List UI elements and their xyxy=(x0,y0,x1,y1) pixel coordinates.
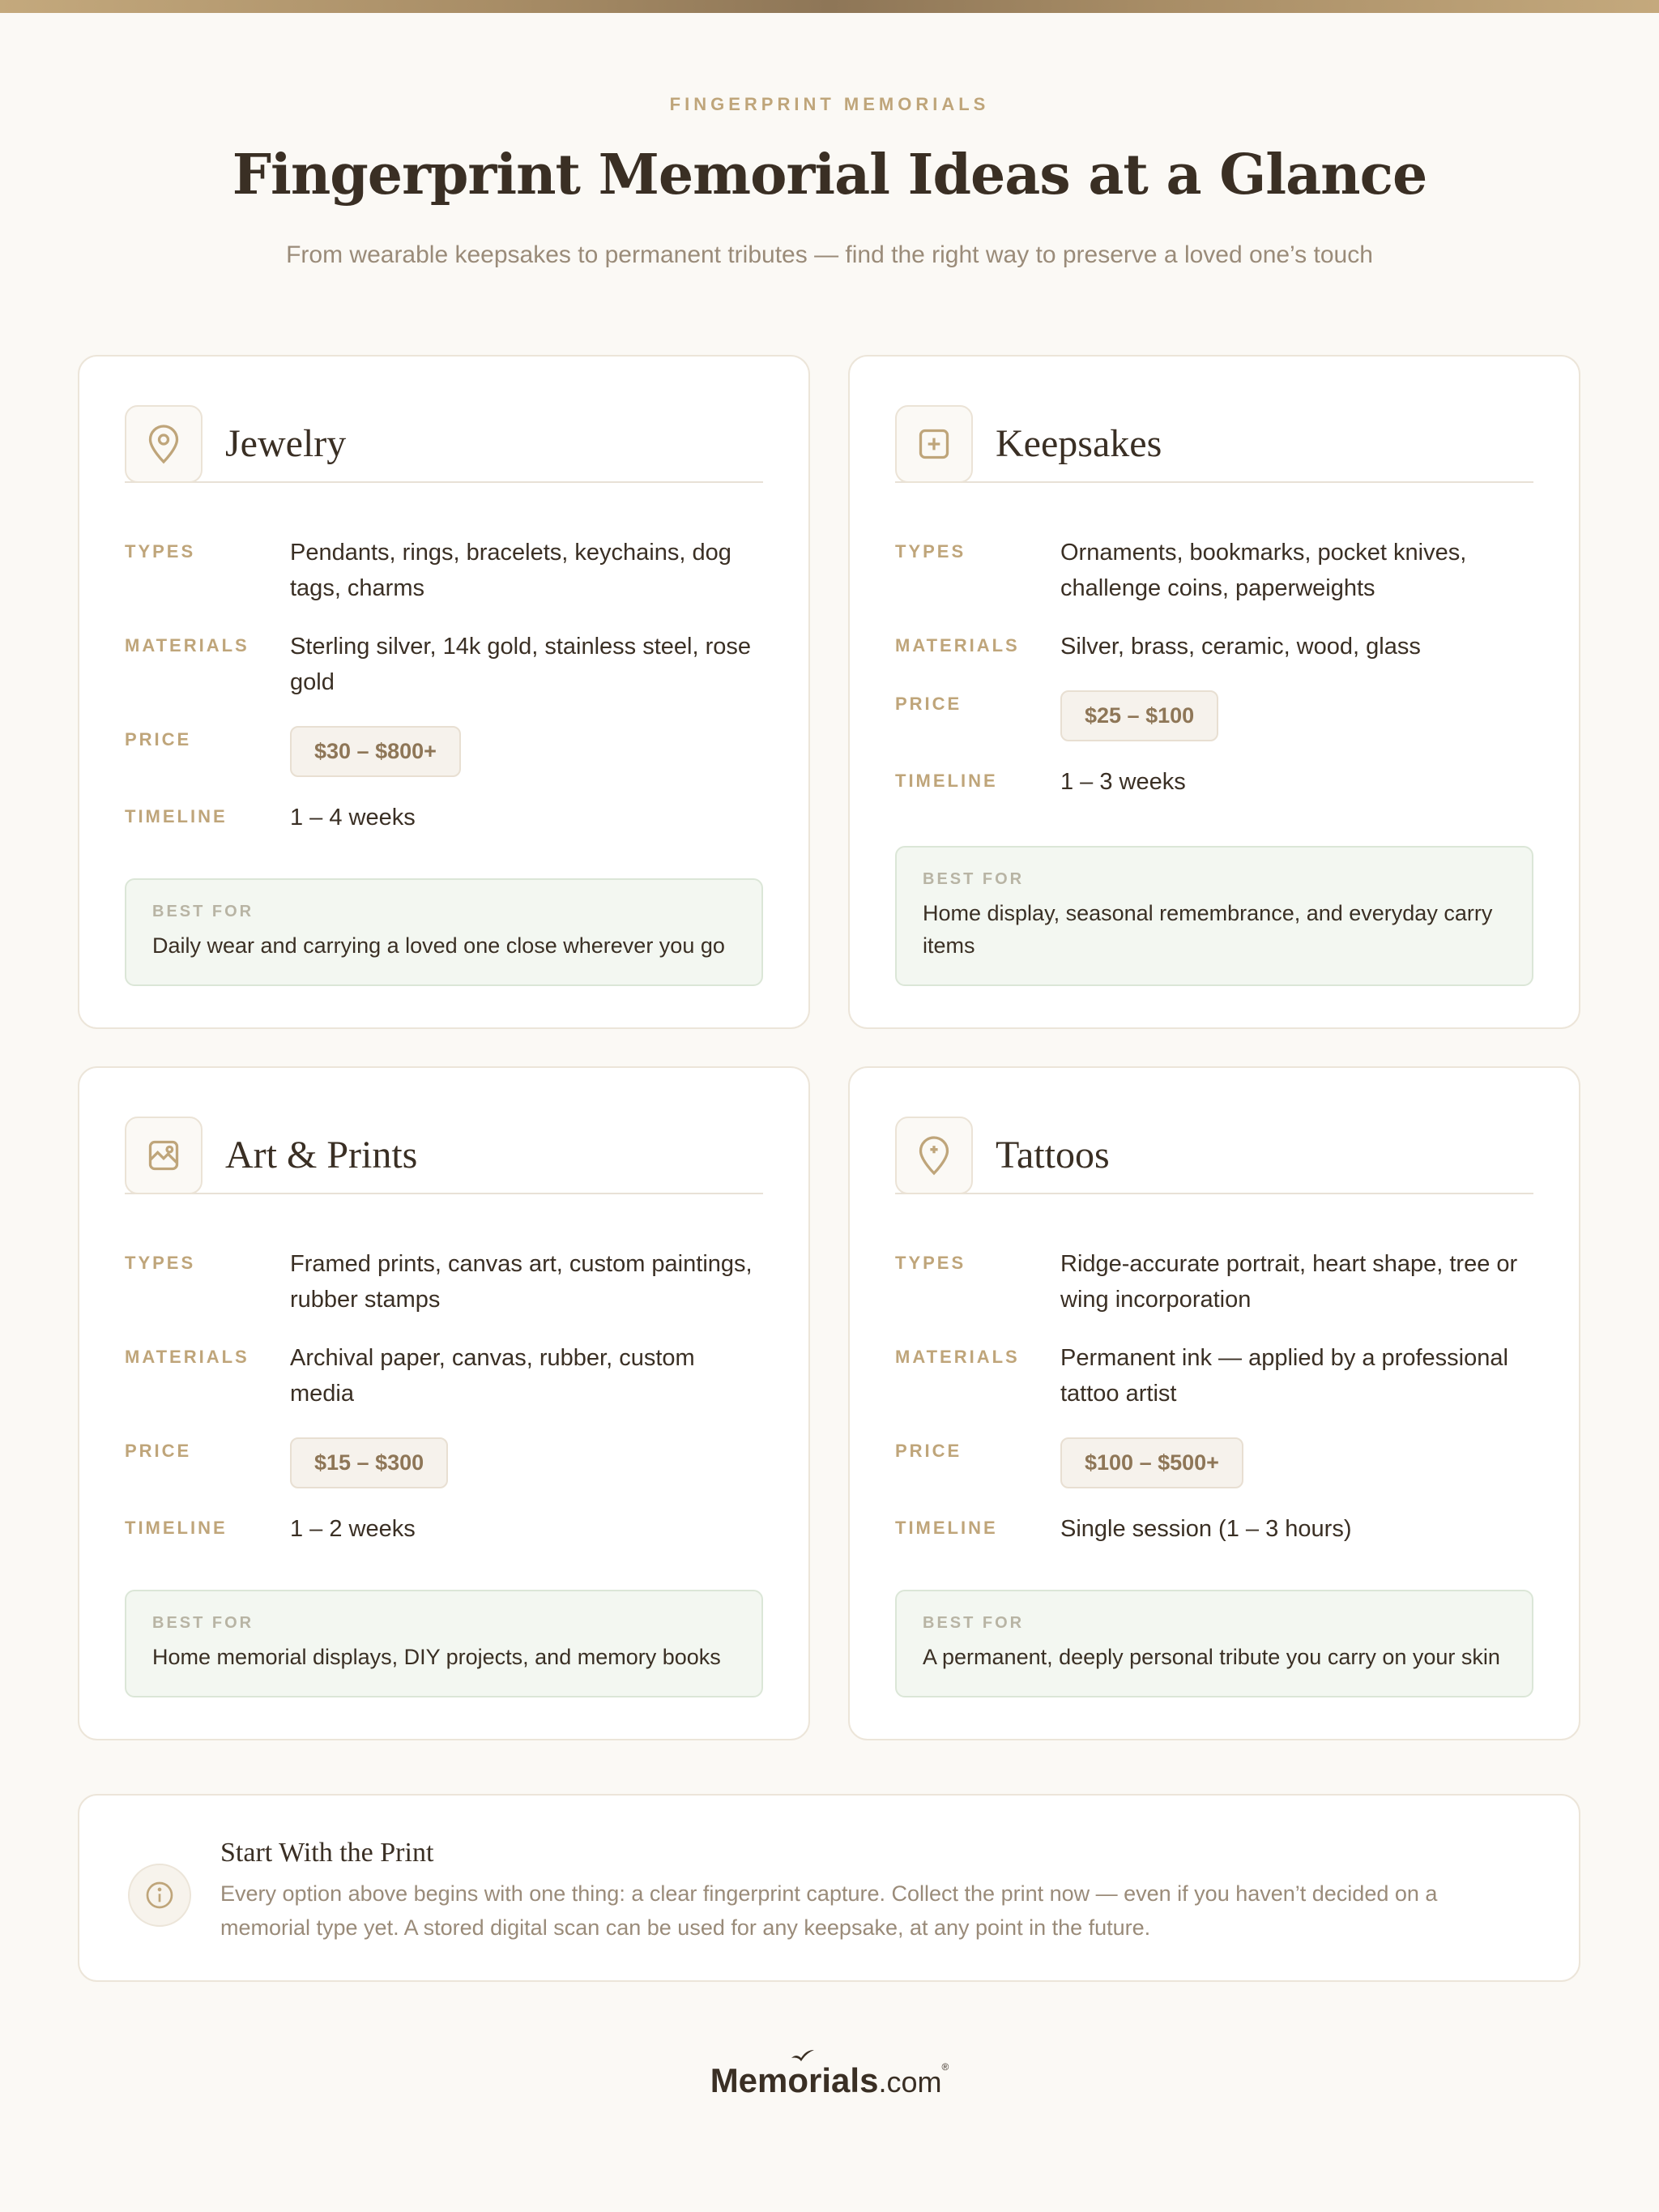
label-types: TYPES xyxy=(895,541,966,562)
label-types: TYPES xyxy=(895,1253,966,1273)
plus-square-icon xyxy=(895,405,973,483)
note-text: Every option above begins with one thing: a clear fingerprint capture. Collect the print now — even if you haven’t decided on a memorial type yet. A stored digital scan can be used for any keepsake, at any point in the future. xyxy=(220,1881,1438,1940)
image-icon xyxy=(125,1117,203,1194)
row-types xyxy=(895,1246,1533,1317)
logo-main: Memorials xyxy=(710,2061,879,2099)
value-timeline: 1 – 2 weeks xyxy=(290,1516,416,1542)
row-timeline xyxy=(895,1511,1533,1547)
bird-icon xyxy=(790,2048,816,2063)
price-badge: $100 – $500+ xyxy=(1060,1437,1243,1488)
best-for-label: BEST FOR xyxy=(152,903,254,920)
note-title: Start With the Print xyxy=(220,1838,434,1868)
card-tattoos xyxy=(848,1066,1580,1740)
map-pin-icon xyxy=(125,405,203,483)
label-price: PRICE xyxy=(895,1441,962,1461)
best-for-label: BEST FOR xyxy=(923,1614,1025,1632)
card-keepsakes xyxy=(848,355,1580,1029)
best-for-value: A permanent, deeply personal tribute you carry on your skin xyxy=(923,1645,1500,1669)
label-timeline: TIMELINE xyxy=(125,1518,228,1538)
label-types: TYPES xyxy=(125,1253,196,1273)
detail-rows xyxy=(125,1246,763,1569)
page-subtitle: From wearable keepsakes to permanent tributes — find the right way to preserve a loved one’s touch xyxy=(286,241,1373,268)
value-timeline: 1 – 4 weeks xyxy=(290,805,416,831)
label-timeline: TIMELINE xyxy=(895,771,998,791)
label-materials: MATERIALS xyxy=(895,1347,1020,1367)
logo-suffix: .com xyxy=(878,2065,942,2099)
row-timeline xyxy=(125,800,763,835)
best-for-box xyxy=(895,1590,1533,1697)
card-jewelry xyxy=(78,355,810,1029)
price-badge: $30 – $800+ xyxy=(290,726,461,777)
card-title: Art & Prints xyxy=(225,1134,418,1176)
label-price: PRICE xyxy=(895,694,962,714)
best-for-value: Home display, seasonal remembrance, and everyday carry items xyxy=(923,901,1493,958)
card-header xyxy=(895,1117,1533,1194)
detail-rows xyxy=(125,535,763,858)
top-accent-bar xyxy=(0,0,1659,13)
value-materials: Sterling silver, 14k gold, stainless steel, rose gold xyxy=(290,634,751,695)
eyebrow: FINGERPRINT MEMORIALS xyxy=(669,94,990,114)
best-for-label: BEST FOR xyxy=(152,1614,254,1632)
memorials-logo[interactable] xyxy=(0,2061,1659,2100)
value-materials: Silver, brass, ceramic, wood, glass xyxy=(1060,634,1421,660)
row-price xyxy=(895,1434,1533,1488)
page-title: Fingerprint Memorial Ideas at a Glance xyxy=(232,143,1427,207)
row-materials xyxy=(895,629,1533,664)
best-for-box xyxy=(125,1590,763,1697)
detail-rows xyxy=(895,535,1533,822)
card-title: Keepsakes xyxy=(996,422,1162,465)
info-icon xyxy=(128,1864,191,1927)
label-price: PRICE xyxy=(125,1441,192,1461)
row-types xyxy=(125,1246,763,1317)
value-types: Ornaments, bookmarks, pocket knives, challenge coins, paperweights xyxy=(1060,540,1467,601)
row-price xyxy=(895,687,1533,741)
card-header xyxy=(125,1117,763,1194)
row-timeline xyxy=(125,1511,763,1547)
card-header xyxy=(125,405,763,483)
logo-registered: ® xyxy=(941,2061,949,2073)
detail-rows xyxy=(895,1246,1533,1569)
label-timeline: TIMELINE xyxy=(125,806,228,826)
label-types: TYPES xyxy=(125,541,196,562)
row-price xyxy=(125,1434,763,1488)
row-materials xyxy=(895,1340,1533,1411)
best-for-label: BEST FOR xyxy=(923,870,1025,888)
value-timeline: 1 – 3 weeks xyxy=(1060,769,1186,795)
label-materials: MATERIALS xyxy=(895,635,1020,655)
best-for-box xyxy=(125,878,763,986)
row-timeline xyxy=(895,764,1533,800)
start-with-print-note xyxy=(78,1794,1580,1982)
label-price: PRICE xyxy=(125,729,192,749)
card-title: Tattoos xyxy=(996,1134,1110,1176)
best-for-box xyxy=(895,846,1533,986)
value-materials: Archival paper, canvas, rubber, custom media xyxy=(290,1345,695,1407)
best-for-value: Home memorial displays, DIY projects, and memory books xyxy=(152,1645,721,1669)
row-types xyxy=(895,535,1533,606)
row-materials xyxy=(125,629,763,700)
map-pin-plus-icon xyxy=(895,1117,973,1194)
value-types: Pendants, rings, bracelets, keychains, dog tags, charms xyxy=(290,540,731,601)
price-badge: $15 – $300 xyxy=(290,1437,448,1488)
value-materials: Permanent ink — applied by a professional tattoo artist xyxy=(1060,1345,1508,1407)
price-badge: $25 – $100 xyxy=(1060,690,1218,741)
card-title: Jewelry xyxy=(225,422,347,465)
label-timeline: TIMELINE xyxy=(895,1518,998,1538)
row-materials xyxy=(125,1340,763,1411)
card-art-prints xyxy=(78,1066,810,1740)
best-for-value: Daily wear and carrying a loved one close wherever you go xyxy=(152,933,725,958)
value-types: Ridge-accurate portrait, heart shape, tree or wing incorporation xyxy=(1060,1251,1518,1313)
label-materials: MATERIALS xyxy=(125,1347,249,1367)
row-types xyxy=(125,535,763,606)
value-types: Framed prints, canvas art, custom paintings, rubber stamps xyxy=(290,1251,753,1313)
label-materials: MATERIALS xyxy=(125,635,249,655)
value-timeline: Single session (1 – 3 hours) xyxy=(1060,1516,1352,1542)
card-header xyxy=(895,405,1533,483)
row-price xyxy=(125,723,763,777)
